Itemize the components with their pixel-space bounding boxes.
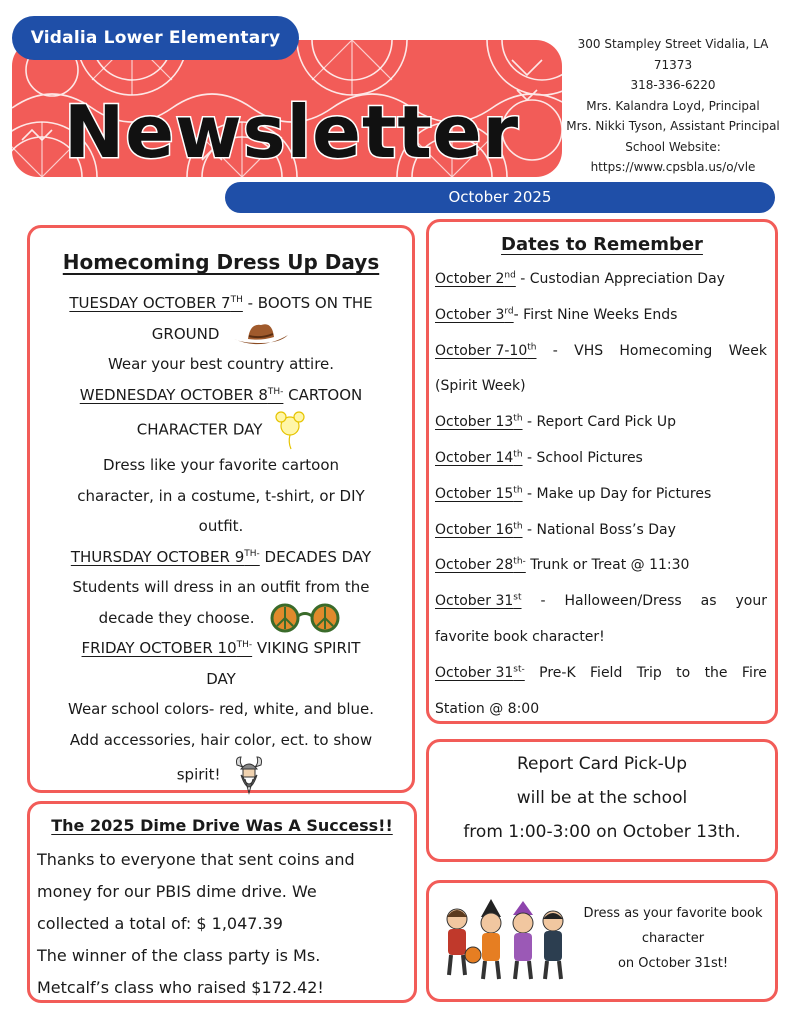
date-item: October $31^{st-}$ Pre-K Field Trip to the Fire bbox=[435, 664, 767, 681]
book-day-line: Dress as your favorite book bbox=[583, 906, 763, 921]
date-item-cont: Station @ 8:00 bbox=[435, 700, 540, 717]
date-item: October 15th - Make up Day for Pictures bbox=[435, 485, 712, 502]
address-line-2: 71373 bbox=[653, 57, 693, 72]
dress-up-panel bbox=[27, 225, 415, 793]
website-link[interactable]: https://www.cpsbla.us/o/vle bbox=[590, 160, 756, 174]
date-item: October 14th - School Pictures bbox=[435, 449, 643, 466]
date-item: October 7-10th - VHS Homecoming Week bbox=[435, 341, 767, 359]
principal-name: Mrs. Kalandra Loyd, Principal bbox=[586, 98, 760, 113]
date-item-cont: favorite book character! bbox=[435, 628, 605, 645]
thursday-description-2-row: decade they choose. bbox=[38, 603, 404, 634]
date-item: October 13th - Report Card Pick Up bbox=[435, 413, 676, 431]
wednesday-description-2: character, in a costume, t-shirt, or DIY bbox=[77, 486, 365, 505]
dime-drive-line: money for our PBIS dime drive. We bbox=[37, 882, 317, 901]
phone-number: 318-336-6220 bbox=[630, 78, 716, 92]
website-label: School Website: bbox=[625, 139, 721, 154]
book-character-panel bbox=[426, 880, 778, 1002]
dates-panel bbox=[426, 219, 778, 724]
peace-sunglasses-icon bbox=[267, 603, 343, 633]
school-name-badge: Vidalia Lower Elementary bbox=[12, 16, 299, 60]
friday-description-1: Wear school colors- red, white, and blue. bbox=[68, 700, 374, 718]
wednesday-heading-cont: CHARACTER DAY bbox=[38, 410, 404, 450]
contact-block bbox=[562, 34, 784, 178]
dime-drive-title: The 2025 Dime Drive Was A Success!! bbox=[51, 816, 393, 835]
tuesday-heading-cont: GROUND bbox=[38, 319, 404, 350]
tuesday-heading: TUESDAY OCTOBER 7TH - BOOTS ON THE bbox=[69, 294, 373, 312]
cowboy-hat-icon bbox=[232, 319, 290, 349]
thursday-description-1: Students will dress in an outfit from the bbox=[72, 578, 370, 596]
mouse-balloon-icon bbox=[275, 410, 305, 450]
assistant-principal-name: Mrs. Nikki Tyson, Assistant Principal bbox=[566, 119, 780, 133]
date-item: October 16th - National Boss’s Day bbox=[435, 520, 676, 538]
date-item: October 31st - Halloween/Dress as your bbox=[435, 592, 767, 610]
dime-drive-panel bbox=[27, 801, 417, 1003]
dress-up-title: Homecoming Dress Up Days bbox=[62, 250, 380, 274]
book-day-line: character bbox=[641, 931, 705, 946]
tuesday-description: Wear your best country attire. bbox=[107, 355, 335, 373]
viking-icon bbox=[233, 755, 265, 795]
issue-date-bar: October 2025 bbox=[225, 182, 775, 213]
thursday-heading: THURSDAY OCTOBER $9^{TH-}$ DECADES DAY bbox=[70, 547, 372, 566]
book-day-line: on October 31st! bbox=[617, 956, 729, 971]
friday-heading-cont: DAY bbox=[206, 669, 236, 688]
report-card-line: from 1:00-3:00 on October 13th. bbox=[463, 822, 741, 842]
costumed-kids-icon bbox=[437, 899, 571, 983]
friday-heading: FRIDAY OCTOBER $10^{TH-}$ VIKING SPIRIT bbox=[81, 639, 361, 657]
report-card-line: Report Card Pick-Up bbox=[516, 754, 688, 774]
newsletter-title: Newsletter bbox=[64, 90, 520, 174]
wednesday-heading: WEDNESDAY OCTOBER $8^{TH-}$ CARTOON bbox=[79, 385, 363, 404]
date-item: October $28^{th-}$ Trunk or Treat @ 11:30 bbox=[435, 556, 690, 574]
dime-drive-line: collected a total of: $ 1,047.39 bbox=[37, 914, 283, 933]
friday-description-3-row: spirit! bbox=[38, 755, 404, 795]
date-item-cont: (Spirit Week) bbox=[435, 378, 526, 395]
report-card-panel bbox=[426, 739, 778, 862]
newsletter-banner bbox=[12, 40, 562, 177]
dates-title: Dates to Remember bbox=[501, 234, 703, 255]
address-line-1: 300 Stampley Street Vidalia, LA bbox=[577, 37, 769, 51]
dime-drive-line: Thanks to everyone that sent coins and bbox=[37, 850, 355, 869]
date-item: October 3rd- First Nine Weeks Ends bbox=[435, 306, 678, 323]
report-card-line: will be at the school bbox=[516, 788, 688, 808]
wednesday-description-1: Dress like your favorite cartoon bbox=[102, 456, 340, 474]
wednesday-description-3: outfit. bbox=[198, 517, 244, 535]
friday-description-2: Add accessories, hair color, ect. to show bbox=[69, 730, 373, 749]
dime-drive-line: Metcalf’s class who raised $172.42! bbox=[37, 978, 324, 997]
date-item: October 2nd - Custodian Appreciation Day bbox=[435, 270, 725, 287]
dime-drive-line: The winner of the class party is Ms. bbox=[37, 946, 321, 965]
